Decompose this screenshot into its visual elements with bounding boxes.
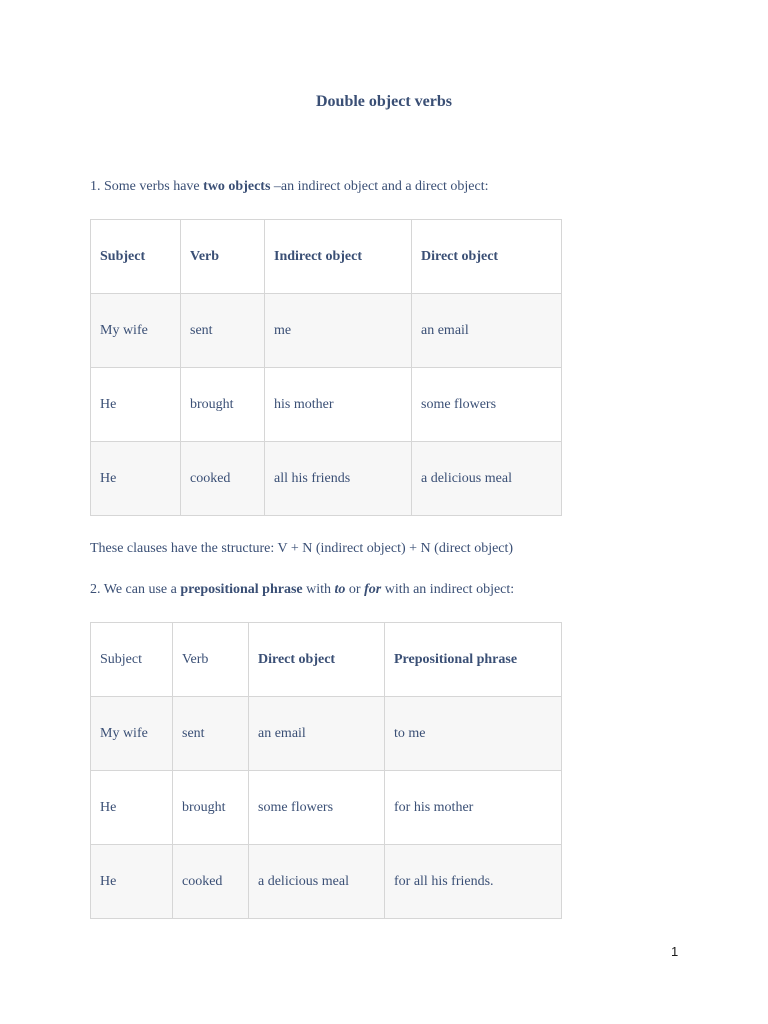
table-cell: a delicious meal — [249, 845, 385, 919]
table-row — [91, 442, 562, 516]
table-row — [91, 368, 562, 442]
table-cell: brought — [181, 368, 265, 442]
table-cell: He — [91, 771, 173, 845]
table-cell: My wife — [91, 294, 181, 368]
page-title: Double object verbs — [316, 93, 452, 110]
section-2-intro-text: 2. We can use a — [90, 582, 181, 597]
structure-note: These clauses have the structure: V + N (indirect object) + N (direct object) — [90, 541, 514, 556]
section-2-intro-with: with — [302, 582, 335, 597]
table-cell: cooked — [173, 845, 249, 919]
table-row — [91, 845, 562, 919]
section-2-intro-emphasis: prepositional phrase — [180, 582, 303, 597]
table-cell: a delicious meal — [412, 442, 562, 516]
section-2-intro-text-end: with an indirect object: — [381, 582, 515, 597]
table-header-cell: Prepositional phrase — [385, 623, 562, 697]
table-cell: his mother — [265, 368, 412, 442]
section-1-intro — [90, 179, 489, 195]
section-1-intro-text: 1. Some verbs have — [90, 179, 204, 194]
section-2-intro-or: or — [345, 582, 365, 597]
table-cell: an email — [249, 697, 385, 771]
table-header-cell: Subject — [91, 623, 173, 697]
table-cell: to me — [385, 697, 562, 771]
table-cell: sent — [181, 294, 265, 368]
table-cell: all his friends — [265, 442, 412, 516]
prepositional-phrase-table — [90, 622, 562, 919]
table-cell: brought — [173, 771, 249, 845]
table-header-cell: Direct object — [412, 220, 562, 294]
table-header-cell: Verb — [173, 623, 249, 697]
page-number: 1 — [671, 944, 679, 959]
table-cell: My wife — [91, 697, 173, 771]
section-2-intro — [90, 582, 514, 598]
table-header-row — [91, 623, 562, 697]
table-cell: He — [91, 845, 173, 919]
table-cell: cooked — [181, 442, 265, 516]
table-cell: for all his friends. — [385, 845, 562, 919]
section-1-intro-emphasis: two objects — [203, 179, 271, 194]
table-row — [91, 771, 562, 845]
table-cell: some flowers — [249, 771, 385, 845]
table-header-cell: Indirect object — [265, 220, 412, 294]
table-cell: me — [265, 294, 412, 368]
table-header-cell: Direct object — [249, 623, 385, 697]
table-cell: He — [91, 368, 181, 442]
table-header-cell: Subject — [91, 220, 181, 294]
section-2-intro-for: for — [364, 582, 382, 597]
table-cell: He — [91, 442, 181, 516]
table-header-row — [91, 220, 562, 294]
table-cell: sent — [173, 697, 249, 771]
table-cell: some flowers — [412, 368, 562, 442]
table-cell: for his mother — [385, 771, 562, 845]
table-cell: an email — [412, 294, 562, 368]
double-object-table — [90, 219, 562, 516]
table-header-cell: Verb — [181, 220, 265, 294]
section-1-intro-text-end: –an indirect object and a direct object: — [270, 179, 489, 194]
table-row — [91, 697, 562, 771]
section-2-intro-to: to — [334, 582, 346, 597]
table-row — [91, 294, 562, 368]
